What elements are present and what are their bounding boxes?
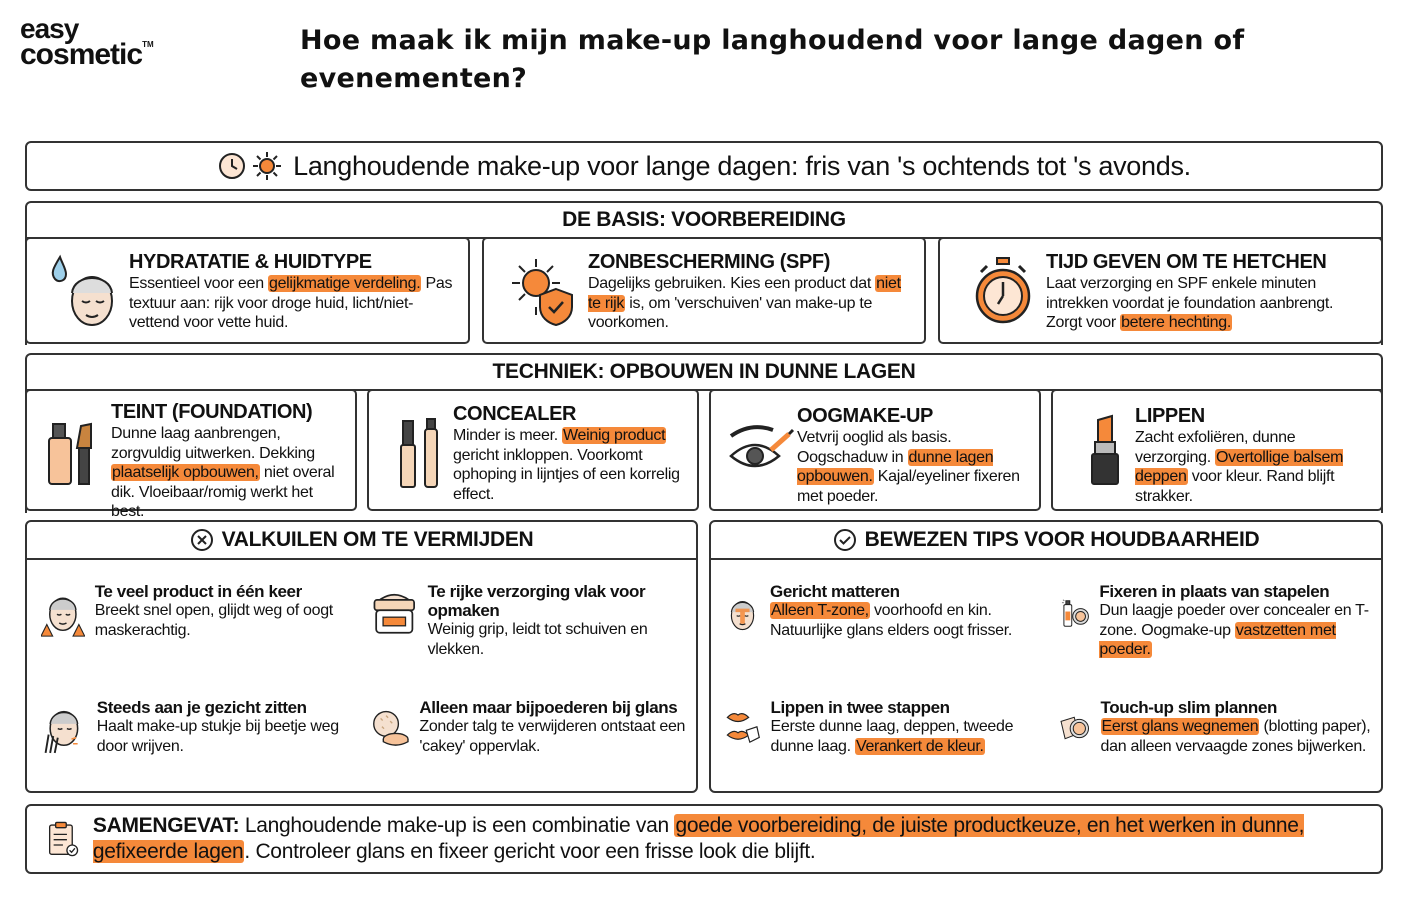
tip-item: [725, 582, 1043, 648]
intro-banner: [25, 141, 1383, 191]
card-hydratatie: [25, 237, 470, 344]
highlight: betere hechting.: [1121, 314, 1232, 331]
tip-text: Eerst glans wegnemen (blotting paper), dan alleen vervaagde zones bijwerken.: [1100, 718, 1371, 755]
sun-shield-icon: [506, 253, 582, 329]
card-teint-title: TEINT (FOUNDATION): [111, 401, 313, 423]
card-spf-title: ZONBESCHERMING (SPF): [588, 251, 831, 273]
section-valkuilen-title: VALKUILEN OM TE VERMIJDEN: [221, 528, 534, 551]
card-teint-text: Dunne laag aanbrengen, zorgvuldig uitwerken. Dekking plaatselijk opbouwen, niet overal dik. Vloeibaar/romig werkt het best.: [111, 425, 335, 520]
highlight: vastzetten met poeder.: [1099, 621, 1336, 658]
eye-brush-icon: [727, 420, 795, 480]
check-circle-icon: [833, 528, 857, 552]
clipboard-check-icon: [47, 812, 79, 866]
pitfall-text: Breekt snel open, glijdt weg of oogt maskerachtig.: [94, 602, 333, 639]
section-valkuilen: [25, 520, 698, 793]
card-concealer-text: Minder is meer. Weinig product gericht inkloppen. Voorkomt ophoping in lijntjes of een korrelig effect.: [453, 427, 680, 503]
brand-logo-line2: cosmetic: [20, 38, 143, 72]
highlight: Overtollige balsem deppen: [1135, 448, 1344, 485]
highlight: gelijkmatige verdeling.: [268, 275, 421, 292]
banner-text: Langhoudende make-up voor lange dagen: fris van 's ochtends tot 's avonds.: [293, 150, 1191, 181]
card-hydratatie-title: HYDRATATIE & HUIDTYPE: [129, 251, 372, 273]
card-tijd-text: Laat verzorging en SPF enkele minuten intrekken voordat je foundation aanbrengt. Zorgt voor betere hechting.: [1046, 275, 1334, 331]
lips-blot-icon: [725, 698, 760, 758]
tip-title: Touch-up slim plannen: [1100, 698, 1277, 717]
tip-title: Gericht matteren: [770, 582, 900, 601]
brand-logo: [20, 13, 154, 72]
tip-item: [1059, 698, 1375, 760]
pitfall-title: Alleen maar bijpoederen bij glans: [419, 698, 678, 717]
card-oogmakeup-text: Vetvrij ooglid als basis. Oogschaduw in dunne lagen opbouwen. Kajal/eyeliner fixeren met poeder.: [797, 429, 1020, 505]
brand-trademark: TM: [142, 40, 154, 50]
summary-box: [25, 804, 1383, 874]
card-spf-text: Dagelijks gebruiken. Kies een product dat niet te rijk is, om 'verschuiven' van make-up te voorkomen.: [588, 275, 901, 331]
lipstick-icon: [1088, 414, 1122, 486]
section-basis-title: DE BASIS: VOORBEREIDING: [27, 203, 1381, 239]
pitfall-text: Haalt make-up stukje bij beetje weg door wrijven.: [96, 718, 339, 755]
card-oogmakeup-title: OOGMAKE-UP: [797, 405, 934, 427]
card-lippen-title: LIPPEN: [1135, 405, 1205, 427]
summary-label: SAMENGEVAT:: [92, 814, 240, 837]
pitfall-item: [371, 698, 687, 758]
stopwatch-icon: [971, 256, 1035, 326]
highlight: Weinig product: [563, 427, 666, 444]
section-tips-header: [711, 522, 1381, 560]
setting-spray-icon: [1059, 582, 1089, 644]
section-tips: [709, 520, 1383, 793]
section-tips-title: BEWEZEN TIPS VOOR HOUDBAARHEID: [864, 528, 1260, 551]
powder-puff-icon: [371, 698, 409, 758]
card-lippen: [1051, 389, 1383, 511]
highlight: Verankert de kleur.: [855, 737, 984, 755]
highlight: dunne lagen opbouwen.: [797, 448, 994, 485]
card-teint: [25, 389, 357, 520]
section-techniek-title: TECHNIEK: OPBOUWEN IN DUNNE LAGEN: [27, 355, 1381, 391]
tip-text: Dun laagje poeder over concealer en T-zone. Oogmake-up vastzetten met poeder.: [1099, 602, 1369, 658]
pitfall-title: Steeds aan je gezicht zitten: [96, 698, 307, 717]
brand-logo-line1: easy: [20, 13, 79, 44]
pitfall-text: Zonder talg te verwijderen ontstaat een 'cakey' oppervlak.: [419, 718, 686, 755]
highlight: Eerst glans wegnemen: [1101, 718, 1259, 735]
tip-item: [1059, 582, 1375, 660]
tip-text: Alleen T-zone, voorhoofd en kin. Natuurlijke glans elders oogt frisser.: [770, 602, 1013, 639]
card-concealer-title: CONCEALER: [453, 403, 577, 425]
cross-circle-icon: [190, 528, 214, 552]
clock-icon: [217, 151, 247, 181]
pitfall-item: [41, 582, 341, 648]
tip-title: Fixeren in plaats van stapelen: [1099, 582, 1330, 601]
highlight: Alleen T-zone,: [771, 602, 869, 619]
tip-title: Lippen in twee stappen: [770, 698, 950, 717]
face-tzone-icon: [725, 582, 760, 648]
foundation-bottle-icon: [45, 418, 107, 488]
concealer-tube-icon: [399, 415, 443, 491]
summary-text: SAMENGEVAT: Langhoudende make-up is een combinatie van goede voorbereiding, de juiste productkeuze, en het werken in dunne, gefixeerde lagen. Controleer glans en fixeer gericht voor een frisse look die blijft.: [92, 814, 1305, 863]
section-valkuilen-header: [27, 522, 696, 560]
card-tijd-title: TIJD GEVEN OM TE HETCHEN: [1046, 251, 1327, 273]
compact-blotting-icon: [1059, 698, 1091, 760]
tip-text: Eerste dunne laag, deppen, tweede dunne laag. Verankert de kleur.: [770, 718, 1014, 755]
page-title: Hoe maak ik mijn make-up langhoudend voor lange dagen of evenementen?: [300, 25, 1245, 94]
pitfall-item: [371, 582, 681, 659]
pitfall-title: Te rijke verzorging vlak voor opmaken: [427, 582, 646, 620]
sun-icon: [251, 150, 283, 182]
highlight: goede voorbereiding, de juiste productkeuze, en het werken in dunne, gefixeerde lagen: [92, 814, 1305, 863]
cream-jar-icon: [371, 582, 418, 642]
card-spf: [482, 237, 926, 344]
face-warning-icon: [41, 582, 85, 648]
card-lippen-text: Zacht exfoliëren, dunne verzorging. Overtollige balsem deppen voor kleur. Rand blijft strakker.: [1135, 429, 1344, 505]
pitfall-title: Te veel product in één keer: [94, 582, 302, 601]
face-touch-icon: [41, 698, 87, 762]
highlight: niet te rijk: [588, 275, 901, 312]
pitfall-text: Weinig grip, leidt tot schuiven en vlekken.: [427, 621, 648, 658]
card-concealer: [367, 389, 699, 511]
pitfall-item: [41, 698, 351, 762]
face-drop-icon: [46, 251, 126, 331]
card-hydratatie-text: Essentieel voor een gelijkmatige verdeling. Pas textuur aan: rijk voor droge huid, licht/niet-vettend voor vette huid.: [129, 275, 453, 331]
highlight: plaatselijk opbouwen,: [112, 464, 259, 481]
card-tijd: [938, 237, 1383, 344]
tip-item: [725, 698, 1043, 758]
card-oogmakeup: [709, 389, 1041, 511]
